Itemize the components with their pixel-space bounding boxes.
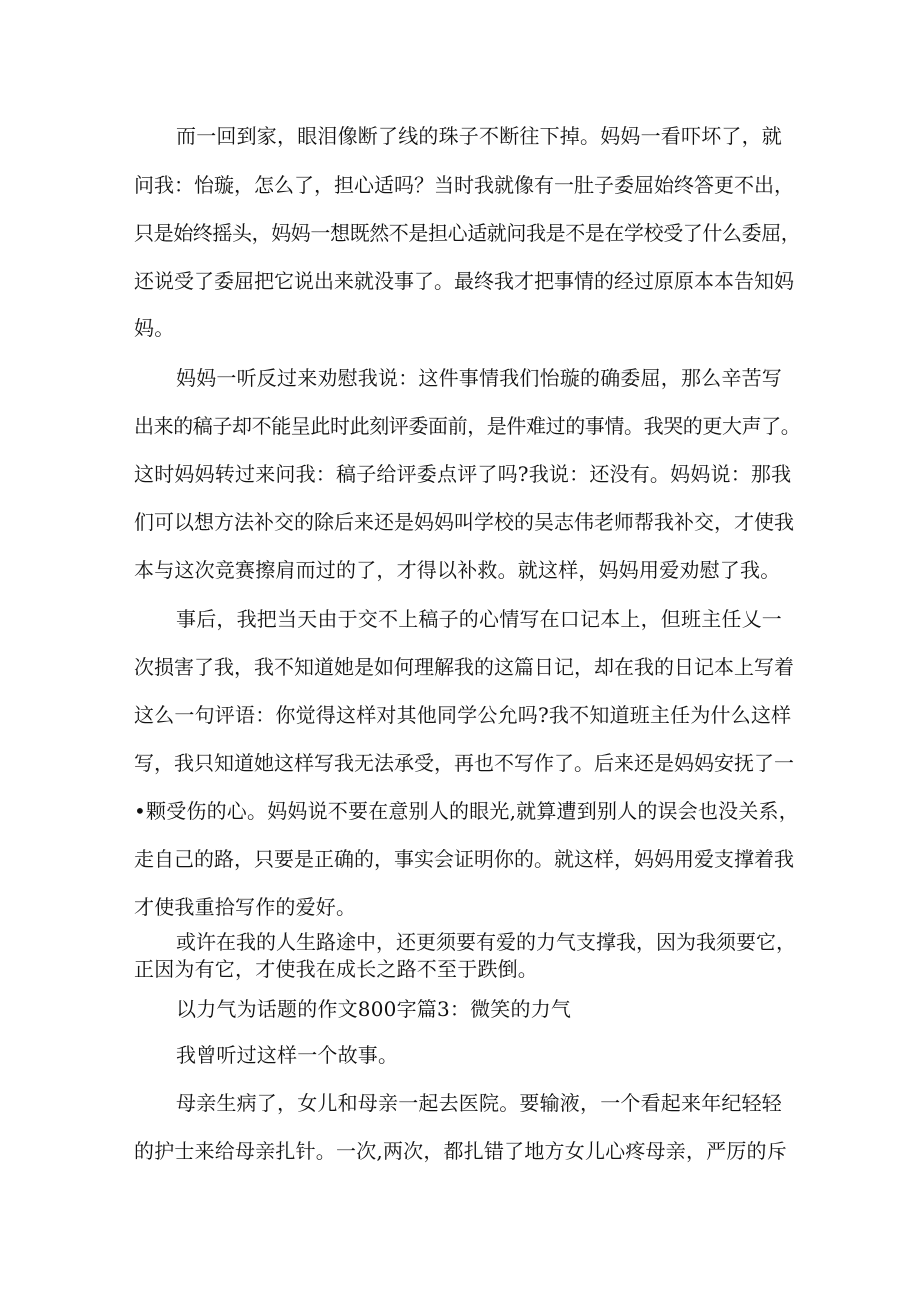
text-line: 这时妈妈转过来问我：稿子给评委点评了吗?我说：还没有。妈妈说：那我	[134, 462, 792, 486]
text-line: 还说受了委屈把它说出来就没事了。最终我才把事情的经过原原本本告知妈	[134, 269, 794, 293]
text-line: 才使我重拾写作的爱好。	[134, 895, 357, 919]
text-line: 们可以想方法补交的除后来还是妈妈叫学校的吴志伟老师帮我补交，才使我	[134, 510, 794, 534]
text-line: 走自己的路，只要是正确的，事实会证明你的。就这样，妈妈用爱支撑着我	[134, 847, 794, 871]
text-line: 而一回到家，眼泪像断了线的珠子不断往下掉。妈妈一看吓坏了，就	[176, 124, 782, 148]
text-line: 母亲生病了，女儿和母亲一起去医院。要输液，一个看起来年纪轻轻	[176, 1091, 782, 1115]
text-line: 妈妈一听反过来劝慰我说：这件事情我们怡璇的确委屈，那么辛苦写	[176, 366, 782, 390]
text-line: 出来的稿子却不能呈此时此刻评委面前，是件难过的事情。我哭的更大声了。	[134, 414, 801, 438]
text-line: 的护士来给母亲扎针。一次,两次，都扎错了地方女儿心疼母亲，严厉的斥	[134, 1139, 787, 1163]
section-heading: 以力气为话题的作文800字篇3：微笑的力气	[176, 997, 572, 1021]
text-line: •颗受伤的心。妈妈说不要在意别人的眼光,就算遭到别人的误会也没关系，	[134, 799, 799, 823]
text-line: 妈。	[134, 316, 175, 340]
text-line: 问我：怡璇，怎么了，担心适吗？当时我就像有一肚子委屈始终答更不出，	[134, 173, 794, 197]
text-line: 本与这次竞赛擦肩而过的了，才得以补救。就这样，妈妈用爱劝慰了我。	[134, 558, 781, 582]
text-line: 这么一句评语：你觉得这样对其他同学公允吗?我不知道班主任为什么这样	[134, 703, 792, 727]
text-line: 正因为有它，才使我在成长之路不至于跌倒。	[134, 957, 538, 981]
text-line: 或许在我的人生路途中，还更须要有爱的力气支撑我，因为我须要它，	[176, 930, 796, 954]
text-line: 写，我只知道她这样写我无法承受，再也不写作了。后来还是妈妈安抚了一	[134, 751, 794, 775]
text-line: 只是始终摇头，妈妈一想既然不是担心适就问我是不是在学校受了什么委屈，	[134, 221, 801, 245]
text-line: 次损害了我，我不知道她是如何理解我的这篇日记，却在我的日记本上写着	[134, 655, 794, 679]
text-line: 事后，我把当天由于交不上稿子的心情写在口记本上，但班主任乂一	[176, 607, 782, 631]
text-line: 我曾听过这样一个故事。	[176, 1043, 399, 1067]
